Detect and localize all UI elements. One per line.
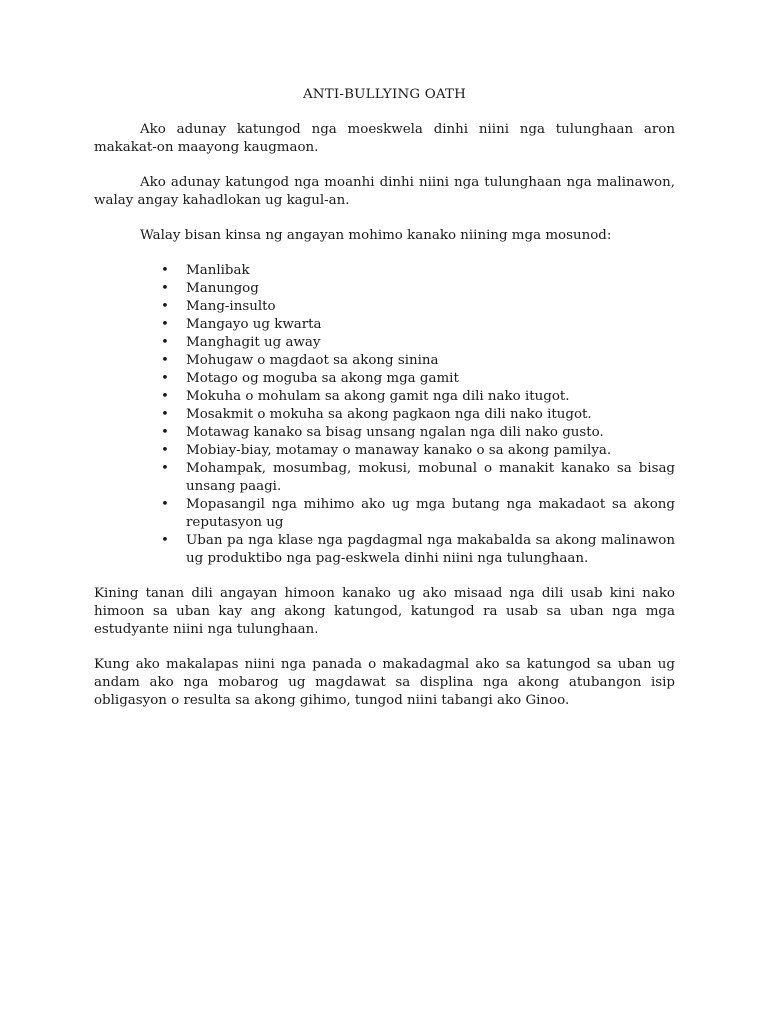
list-item bbox=[94, 262, 675, 280]
list-item-text: Manghagit ug away bbox=[186, 335, 321, 350]
list-item bbox=[94, 424, 675, 442]
bullet-icon: • bbox=[161, 299, 169, 314]
list-item-text: Mangayo ug kwarta bbox=[186, 317, 322, 332]
list-item bbox=[94, 442, 675, 460]
list-item-text: Uban pa nga klase nga pagdagmal nga makabalda sa akong malinawon ug produktibo nga pag-eskwela dinhi niini nga tulunghaan. bbox=[186, 533, 675, 566]
list-item bbox=[94, 406, 675, 424]
list-item bbox=[94, 334, 675, 352]
paragraph-right-to-school: Ako adunay katungod nga moeskwela dinhi niini nga tulunghaan aron makakat-on maayong kaugmaon. bbox=[94, 122, 675, 155]
list-item bbox=[94, 316, 675, 334]
bullet-icon: • bbox=[161, 443, 169, 458]
bullet-icon: • bbox=[161, 533, 169, 548]
bullet-icon: • bbox=[161, 263, 169, 278]
bullet-icon: • bbox=[161, 425, 169, 440]
bullet-icon: • bbox=[161, 371, 169, 386]
bullet-icon: • bbox=[161, 317, 169, 332]
list-item-text: Mosakmit o mokuha sa akong pagkaon nga dili nako itugot. bbox=[186, 407, 592, 422]
list-item-text: Mokuha o mohulam sa akong gamit nga dili nako itugot. bbox=[186, 389, 570, 404]
list-item bbox=[94, 280, 675, 298]
list-item bbox=[94, 352, 675, 370]
paragraph-right-to-peace: Ako adunay katungod nga moanhi dinhi niini nga tulunghaan nga malinawon, walay angay kahadlokan ug kagul-an. bbox=[94, 175, 675, 208]
bullet-icon: • bbox=[161, 389, 169, 404]
list-item bbox=[94, 532, 675, 568]
document-body bbox=[94, 86, 675, 727]
list-item bbox=[94, 460, 675, 496]
bullet-icon: • bbox=[161, 281, 169, 296]
paragraph-discipline: Kung ako makalapas niini nga panada o makadagmal ako sa katungod sa uban ug andam ako nga mobarog ug magdawat sa displina nga akong atubangon isip obligasyon o resulta sa akong gihimo, tungod niini tabangi ako Ginoo. bbox=[94, 657, 675, 708]
list-item-text: Motago og moguba sa akong mga gamit bbox=[186, 371, 459, 386]
list-item bbox=[94, 298, 675, 316]
bullet-icon: • bbox=[161, 461, 169, 476]
bullet-icon: • bbox=[161, 407, 169, 422]
list-item bbox=[94, 496, 675, 532]
paragraph-promise: Kining tanan dili angayan himoon kanako ug ako misaad nga dili usab kini nako himoon sa uban kay ang akong katungod, katungod ra usab sa uban nga mga estudyante niini nga tulunghaan. bbox=[94, 586, 675, 637]
list-item-text: Mopasangil nga mihimo ako ug mga butang nga makadaot sa akong reputasyon ug bbox=[186, 497, 675, 530]
list-item-text: Mang-insulto bbox=[186, 299, 276, 314]
list-item-text: Manungog bbox=[186, 281, 259, 296]
list-item bbox=[94, 370, 675, 388]
document-title: ANTI-BULLYING OATH bbox=[302, 87, 467, 102]
bullet-icon: • bbox=[161, 335, 169, 350]
bullet-icon: • bbox=[161, 353, 169, 368]
list-item-text: Mohampak, mosumbag, mokusi, mobunal o manakit kanako sa bisag unsang paagi. bbox=[186, 461, 675, 494]
prohibited-acts-list bbox=[94, 262, 675, 568]
list-item-text: Motawag kanako sa bisag unsang ngalan nga dili nako gusto. bbox=[186, 425, 604, 440]
list-item-text: Mobiay-biay, motamay o manaway kanako o sa akong pamilya. bbox=[186, 443, 612, 458]
bullet-icon: • bbox=[161, 497, 169, 512]
paragraph-list-intro: Walay bisan kinsa ng angayan mohimo kanako niining mga mosunod: bbox=[140, 228, 612, 243]
list-item-text: Mohugaw o magdaot sa akong sinina bbox=[186, 353, 439, 368]
list-item-text: Manlibak bbox=[186, 263, 250, 278]
list-item bbox=[94, 388, 675, 406]
